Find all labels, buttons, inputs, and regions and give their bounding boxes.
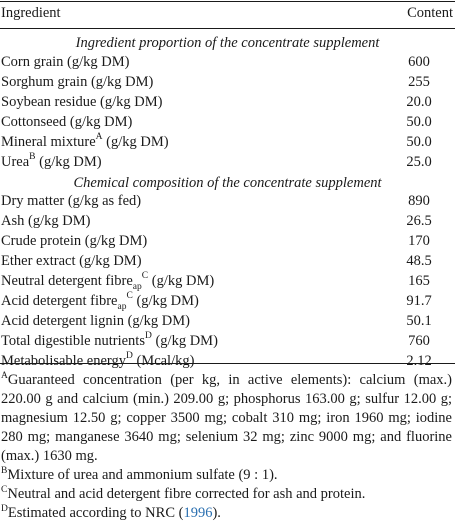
table-row	[0, 133, 455, 153]
section-title-composition: Chemical composition of the concentrate supplement	[73, 175, 382, 191]
footnote-mark: C	[1, 485, 8, 496]
table-row	[0, 153, 455, 173]
row-label-text: Cottonseed (g/kg DM)	[1, 114, 133, 130]
row-label	[1, 272, 214, 291]
table-row	[0, 292, 455, 312]
row-value: 890	[408, 193, 430, 209]
row-label	[1, 192, 141, 211]
row-label-text: Urea	[1, 154, 30, 170]
row-label-text: Ash (g/kg DM)	[1, 213, 91, 229]
row-value: 50.0	[406, 134, 432, 150]
footnote-d	[1, 504, 452, 523]
row-label	[1, 292, 199, 311]
footnote-mark: B	[29, 152, 36, 163]
composition-rows	[0, 192, 455, 372]
table-row	[0, 332, 455, 352]
footnote-mark: A	[1, 371, 8, 382]
header-content: Content	[407, 5, 453, 21]
row-value: 50.0	[406, 114, 432, 130]
citation-link[interactable]: 1996	[183, 505, 213, 521]
footnote-text-end: ).	[212, 505, 221, 521]
row-label-text: Acid detergent lignin (g/kg DM)	[1, 313, 191, 329]
header-rule	[0, 28, 455, 29]
row-label-text: Ether extract (g/kg DM)	[1, 253, 142, 269]
footnote-text: Estimated according to NRC (	[7, 505, 184, 521]
row-label	[1, 232, 147, 251]
row-label	[1, 153, 102, 172]
footnote-text: Neutral and acid detergent fibre corrected for ash and protein.	[7, 486, 366, 502]
table-row	[0, 232, 455, 252]
footnote-b	[1, 466, 452, 485]
row-label-text: Crude protein (g/kg DM)	[1, 233, 148, 249]
subscript-text: ap	[117, 301, 127, 312]
row-value: 600	[408, 54, 430, 70]
row-label	[1, 212, 90, 231]
bottom-rule	[0, 363, 455, 364]
table-row	[0, 113, 455, 133]
footnote-a	[1, 371, 452, 466]
row-label-text: Sorghum grain (g/kg DM)	[1, 74, 154, 90]
row-label-unit: (g/kg DM)	[102, 134, 169, 150]
row-label-text: Metabolisable energy	[1, 353, 126, 369]
row-label-text: Acid detergent fibre	[1, 293, 118, 309]
row-value: 165	[408, 273, 430, 289]
table-row	[0, 53, 455, 73]
footnote-text: Mixture of urea and ammonium sulfate (9 : 1).	[7, 467, 278, 483]
subscript-text: ap	[132, 281, 142, 292]
table-row	[0, 192, 455, 212]
row-label-text: Mineral mixture	[1, 134, 96, 150]
row-label-unit: (g/kg DM)	[35, 154, 102, 170]
row-value: 255	[408, 74, 430, 90]
table-row	[0, 272, 455, 292]
footnote-mark: C	[141, 271, 149, 282]
footnote-mark: A	[95, 132, 103, 143]
row-label-text: Corn grain (g/kg DM)	[1, 54, 130, 70]
footnote-mark: D	[125, 351, 133, 362]
footnote-text: Guaranteed concentration (per kg, in active elements): calcium (max.) 220.00 g and calcium (min.) 209.00 g; phosphorus 163.00 g; sulfur 12.00 g; magnesium 12.50 g; copper 3500 mg; cobalt 310 mg; iron 1960 mg; iodine 280 mg; manganese 3640 mg; selenium 32 mg; zinc 9000 mg; and fluorine (max.) 1630 mg.	[1, 372, 452, 464]
row-label	[1, 312, 190, 331]
row-label-text: Neutral detergent fibre	[1, 273, 133, 289]
row-label	[1, 332, 218, 351]
row-label	[1, 252, 142, 271]
header-ingredient: Ingredient	[1, 5, 61, 21]
row-label	[1, 93, 162, 112]
footnote-mark: D	[1, 504, 8, 515]
footnote-mark: D	[144, 331, 152, 342]
row-label-text: Total digestible nutrients	[1, 333, 145, 349]
table-row	[0, 352, 455, 372]
row-label-unit: (g/kg DM)	[148, 273, 215, 289]
row-value: 26.5	[406, 213, 432, 229]
footnote-mark: C	[126, 291, 133, 302]
ingredient-rows	[0, 53, 455, 173]
table-footnotes	[1, 371, 452, 523]
row-value: 25.0	[406, 154, 432, 170]
table-row	[0, 73, 455, 93]
row-label-unit: (g/kg DM)	[132, 293, 199, 309]
row-value: 48.5	[406, 253, 432, 269]
row-label	[1, 133, 169, 152]
footnote-c	[1, 485, 452, 504]
top-rule	[0, 1, 455, 2]
table-row	[0, 212, 455, 232]
row-label-unit: (g/kg DM)	[151, 333, 218, 349]
row-value: 20.0	[406, 94, 432, 110]
table-row	[0, 93, 455, 113]
row-value: 170	[408, 233, 430, 249]
section-title-ingredients: Ingredient proportion of the concentrate supplement	[75, 35, 380, 51]
row-value: 50.1	[406, 313, 432, 329]
row-value: 2.12	[406, 353, 432, 369]
row-label	[1, 113, 132, 132]
row-label-text: Soybean residue (g/kg DM)	[1, 94, 163, 110]
row-label	[1, 53, 129, 72]
row-label-unit: (Mcal/kg)	[132, 353, 195, 369]
row-label	[1, 352, 194, 371]
row-label-text: Dry matter (g/kg as fed)	[1, 193, 142, 209]
row-value: 760	[408, 333, 430, 349]
row-value: 91.7	[406, 293, 432, 309]
row-label	[1, 73, 153, 92]
table-row	[0, 312, 455, 332]
footnote-mark: B	[1, 466, 8, 477]
table-row	[0, 252, 455, 272]
table-header	[0, 4, 455, 26]
